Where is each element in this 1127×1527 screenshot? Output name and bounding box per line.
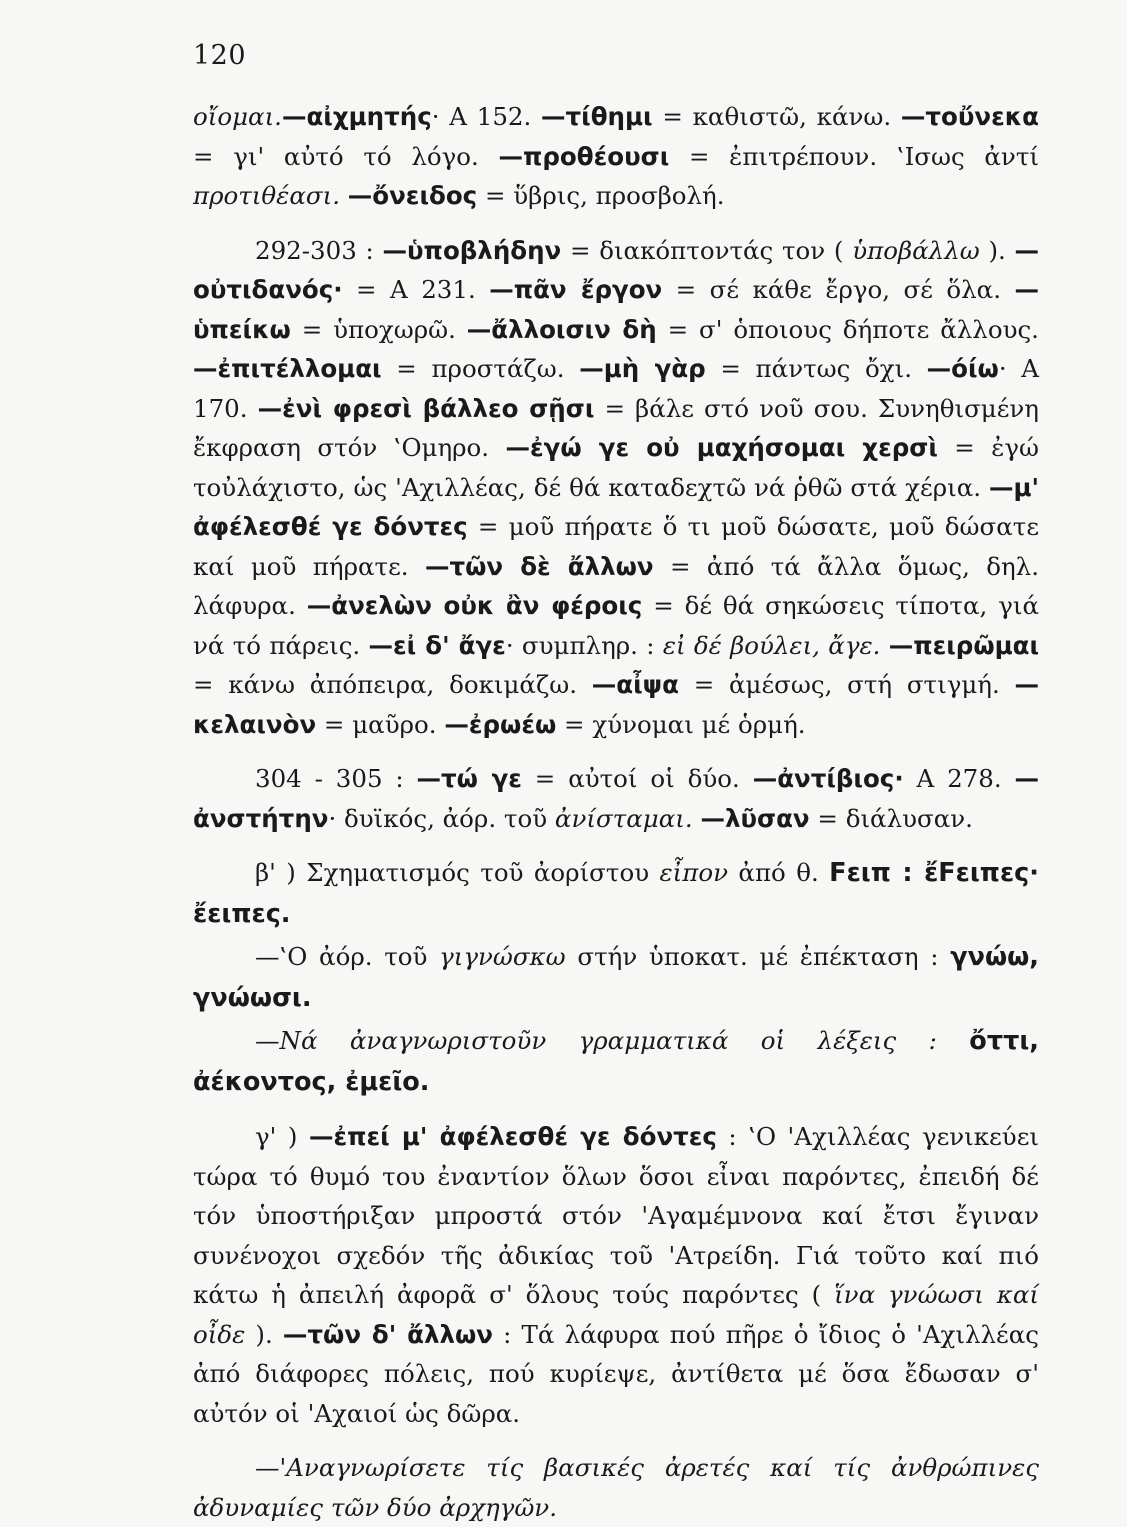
text-run: = κάνω ἀπόπειρα, δοκιμάζω. — [193, 670, 592, 699]
lemma-term: —τώ γε — [416, 764, 522, 793]
italic-text: ὑποβάλλω — [852, 235, 980, 265]
text-run — [880, 631, 888, 660]
text-run: ). — [245, 1319, 283, 1349]
lemma-term: —κελαινὸν — [193, 670, 1040, 739]
text-run — [340, 181, 348, 210]
text-run: = βάλε στό νοῦ σου. Συνηθισμένη ἔκφραση στόν ‛Ομηρο. — [193, 393, 1039, 462]
italic-text: εἰ δέ βούλει, ἄγε. — [662, 630, 881, 660]
lemma-term: —τῶν δὲ ἄλλων — [424, 551, 654, 581]
text-run: = ἐγώ τοὐλάχιστο, ὡς 'Αχιλλέας, δέ θά καταδεχτῶ νά ῥθῶ στά χέρια. — [193, 433, 1039, 502]
text-run: · Α 152. — [431, 102, 542, 131]
text-run: 304 - 305 : — [255, 764, 417, 793]
text-run: : Τά λάφυρα πού πῆρε ὁ ἴδιος ὁ 'Αχιλλέας ἀπό διάφορες πόλεις, πού κυρίεψε, ἀντίθετα μέ ὅσα ἔδωσαν σ' αὐτόν οἱ 'Αχαιοί ὡς δῶρα. — [193, 1319, 1039, 1428]
paragraph — [193, 853, 1039, 934]
text-run: = σ' ὁποιους δήποτε ἄλλους. — [656, 314, 1039, 344]
italic-text: ἀνίσταμαι. — [554, 803, 693, 833]
lemma-term: —τοὔνεκα — [900, 102, 1039, 131]
text-run: : ‛Ο 'Αχιλλέας γενικεύει τώρα τό θυμό του ἐναντίον ὅλων ὅσοι εἶναι παρόντες, ἐπειδή δέ τόν ὑποστήριξαν μπροστά στόν 'Αγαμέμνονα καί ἔτσι ἔγιναν συνένοχοι σχεδόν τῆς ἀδικίας τοῦ 'Ατρείδη. Γιά τοῦτο καί πιό κάτω ἡ ἀπειλή ἀφορᾶ σ' ὅλους τούς παρόντες ( — [193, 1122, 1039, 1309]
italic-text: ἵνα γνώωσι καί οἶδε — [193, 1280, 1039, 1349]
text-run: = καθιστῶ, κάνω. — [652, 102, 901, 131]
lemma-term: —αἰχμητής — [281, 102, 432, 131]
text-run: Α 278. — [903, 764, 1015, 793]
text-run: = ἀμέσως, στή στιγμή. — [678, 670, 1015, 699]
lemma-term: —αἶψα — [591, 670, 679, 699]
text-run: · δυϊκός, ἀόρ. τοῦ — [328, 803, 555, 833]
text-run: · συμπληρ. : — [505, 630, 663, 660]
lemma-term: —όίω — [926, 354, 999, 383]
commentary-text — [193, 97, 1039, 1527]
italic-text: οἴομαι. — [193, 102, 282, 131]
lemma-term: —πειρῶμαι — [888, 630, 1040, 660]
text-run: = σέ κάθε ἔργο, σέ ὅλα. — [662, 275, 1015, 304]
lemma-term: —ἀνελὼν οὐκ ἂν φέροις — [306, 591, 643, 620]
text-run: ). — [979, 235, 1015, 265]
lemma-term: —μὴ γὰρ — [579, 354, 706, 383]
form-example: γνώω, γνώωσι. — [193, 942, 1039, 1013]
lemma-term: —προθέουσι — [498, 141, 670, 171]
italic-text: γιγνώσκω — [439, 942, 566, 971]
italic-text: εἶπον — [659, 858, 728, 887]
paragraph — [193, 1448, 1039, 1527]
lemma-term: —ἐρωέω — [444, 709, 557, 739]
text-run: = δέ θά σηκώσεις τίποτα, γιά νά τό πάρεις. — [193, 591, 1039, 660]
lemma-term: —ὑπείκω — [193, 275, 1039, 344]
text-run: = αὐτοί οἱ δύο. — [521, 764, 753, 793]
text-run: = διακόπτοντάς τον ( — [561, 235, 853, 265]
text-run: = προστάζω. — [381, 354, 580, 383]
text-run: = μαῦρο. — [316, 709, 445, 739]
lemma-term: —ἀνστήτην — [193, 764, 1039, 833]
form-example: ὄττι, ἀέκοντος, ἐμεῖο. — [193, 1026, 1039, 1097]
text-run: = γι' αὐτό τό λόγο. — [193, 141, 499, 171]
text-run: = ὕβρις, προσβολή. — [477, 181, 725, 210]
text-run: = ἐπιτρέπουν. ‛Ισως ἀντί — [669, 141, 1039, 171]
text-run: = ἀπό τά ἄλλα ὅμως, δηλ. λάφυρα. — [193, 551, 1039, 620]
page-number: 120 — [193, 40, 247, 71]
lemma-term: —τίθημι — [541, 102, 653, 131]
text-run: = ὑποχωρῶ. — [290, 314, 467, 344]
text-run: β' ) Σχηματισμός τοῦ ἀορίστου — [255, 858, 660, 887]
text-run: 292-303 : — [255, 235, 383, 265]
paragraph — [193, 97, 1039, 216]
lemma-term: —πᾶν ἔργον — [489, 275, 663, 304]
paragraph — [193, 1021, 1039, 1102]
italic-text: —Νά ἀναγνωριστοῦν γραμματικά οἱ λέξεις : — [255, 1026, 937, 1055]
lemma-term: —ἐπεί μ' ἀφέλεσθέ γε δόντες — [308, 1122, 717, 1151]
lemma-term: —ἀντίβιος· — [752, 764, 904, 793]
italic-text: —'Αναγνωρίσετε τίς βασικές ἀρετές καί τίς ἀνθρώπινες ἀδυναμίες τῶν δύο ἀρχηγῶν. — [193, 1453, 1039, 1522]
lemma-term: —εἰ δ' ἄγε — [368, 630, 506, 660]
lemma-term: —λῦσαν — [700, 803, 810, 833]
text-run: στήν ὑποκατ. μέ ἐπέκταση : — [565, 942, 951, 971]
paragraph — [193, 231, 1039, 745]
lemma-term: —ἐνὶ φρεσὶ βάλλεο σῇσι — [257, 393, 595, 423]
lemma-term: —ὄνειδος — [347, 181, 478, 210]
text-run: = Α 231. — [342, 275, 490, 304]
lemma-term: —τῶν δ' ἄλλων — [282, 1319, 493, 1349]
text-run: —‛Ο ἀόρ. τοῦ — [255, 942, 440, 971]
text-run: = μοῦ πήρατε ὅ τι μοῦ δώσατε, μοῦ δώσατε καί μοῦ πήρατε. — [193, 512, 1040, 581]
text-run — [937, 1026, 969, 1055]
lemma-term: —ἐπιτέλλομαι — [193, 354, 382, 383]
text-run: = διάλυσαν. — [809, 803, 973, 833]
italic-text: προτιθέασι. — [193, 181, 340, 210]
lemma-term: —ἐγώ γε οὐ μαχήσομαι χερσὶ — [505, 433, 938, 462]
paragraph — [193, 759, 1039, 838]
text-run: = χύνομαι μέ ὁρμή. — [556, 709, 806, 739]
lemma-term: —μ' ἀφέλεσθέ γε δόντες — [193, 472, 1039, 541]
text-run: γ' ) — [255, 1122, 309, 1151]
lemma-term: —ὑποβλήδην — [382, 235, 562, 265]
paragraph — [193, 1117, 1039, 1433]
lemma-term: —ἄλλοισιν δὴ — [466, 314, 657, 344]
form-example: Fειπ : ἔFειπες· ἔειπες. — [193, 858, 1039, 929]
text-run: ἀπό θ. — [728, 858, 830, 887]
paragraph — [193, 937, 1039, 1018]
lemma-term: —οὐτιδανός· — [193, 235, 1040, 304]
text-run: · Α 170. — [193, 354, 1040, 423]
text-run: = πάντως ὄχι. — [705, 354, 927, 383]
